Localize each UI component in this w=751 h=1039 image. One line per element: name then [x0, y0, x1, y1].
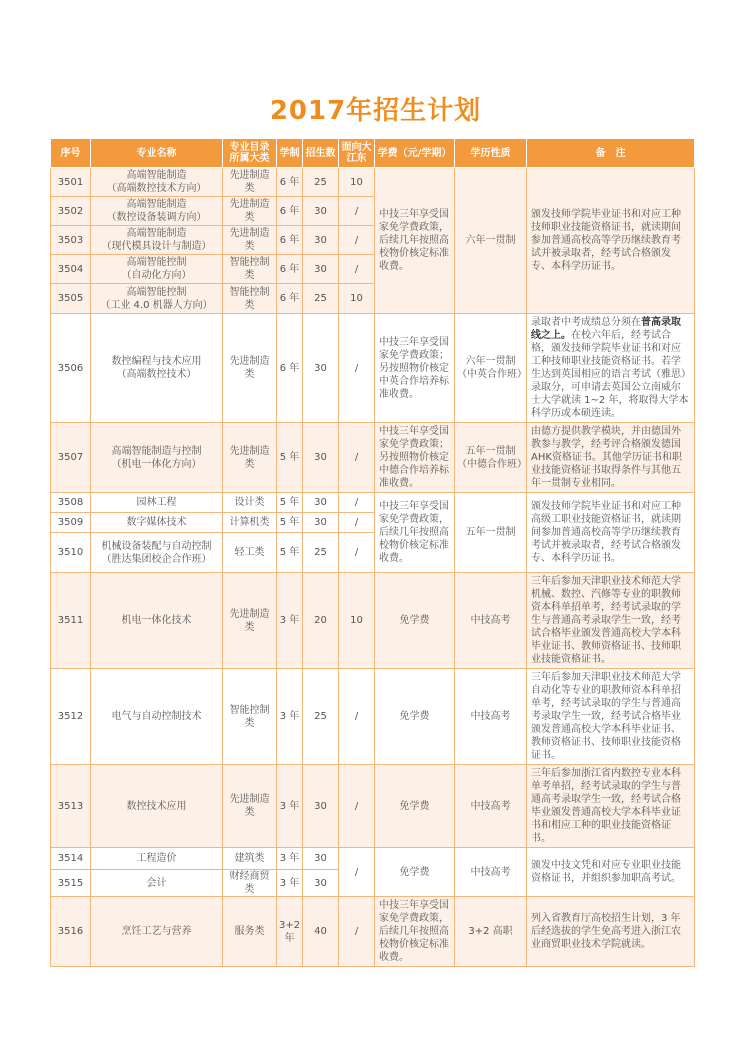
- group-dajiangdong: /: [339, 848, 375, 897]
- row-no: 3510: [51, 533, 91, 573]
- row-dajiangdong: /: [339, 669, 375, 765]
- row-education: 3+2 高职: [455, 897, 527, 967]
- row-fee: 免学费: [375, 669, 455, 765]
- col-header-dajiangdong: 面向大江东: [339, 139, 375, 168]
- row-name: 机电一体化技术: [91, 573, 223, 669]
- group-remark: 颁发技师学院毕业证书和对应工种高级工职业技能资格证书，就读期间参加普通高校高等学历继续教育考试并被录取者，经考试合格颁发专、本科学历证书。: [527, 493, 695, 573]
- group-fee: 免学费: [375, 848, 455, 897]
- row-name: 园林工程: [91, 493, 223, 513]
- row-years: 6 年: [277, 284, 303, 314]
- group-fee: 中技三年享受国家免学费政策，后续几年按照高校物价核定标准收费。: [375, 493, 455, 573]
- row-quota: 30: [303, 423, 339, 493]
- row-quota: 30: [303, 848, 339, 870]
- header-row: [51, 139, 695, 168]
- row-dajiangdong: /: [339, 423, 375, 493]
- row-name: 高端智能制造与控制 （机电一体化方向）: [91, 423, 223, 493]
- col-header-years: 学制: [277, 139, 303, 168]
- table-row: [51, 168, 695, 197]
- row-name: 工程造价: [91, 848, 223, 870]
- col-header-category: 专业目录所属大类: [223, 139, 277, 168]
- enrollment-table: [50, 138, 695, 967]
- row-no: 3504: [51, 255, 91, 284]
- row-quota: 30: [303, 765, 339, 848]
- row-category: 智能控制类: [223, 255, 277, 284]
- row-name: 高端智能制造 （高端数控技术方向）: [91, 168, 223, 197]
- row-name: 数控技术应用: [91, 765, 223, 848]
- group-fee: 中技三年享受国家免学费政策，后续几年按照高校物价核定标准收费。: [375, 168, 455, 314]
- row-dajiangdong: /: [339, 493, 375, 513]
- table-row: [51, 493, 695, 513]
- row-category: 建筑类: [223, 848, 277, 870]
- table-row: [51, 897, 695, 967]
- row-dajiangdong: /: [339, 513, 375, 533]
- row-dajiangdong: 10: [339, 284, 375, 314]
- row-name: 烹饪工艺与营养: [91, 897, 223, 967]
- remark-highlight: 普高录取线之上。: [531, 317, 681, 341]
- row-education: 中技高考: [455, 669, 527, 765]
- row-years: 3 年: [277, 765, 303, 848]
- row-years: 3 年: [277, 848, 303, 870]
- row-dajiangdong: /: [339, 255, 375, 284]
- row-no: 3512: [51, 669, 91, 765]
- row-quota: 30: [303, 870, 339, 897]
- row-no: 3509: [51, 513, 91, 533]
- row-years: 6 年: [277, 168, 303, 197]
- row-quota: 30: [303, 197, 339, 226]
- row-no: 3513: [51, 765, 91, 848]
- col-header-fee: 学费（元/学期）: [375, 139, 455, 168]
- table-row: [51, 669, 695, 765]
- row-remark: 三年后参加天津职业技术师范大学机械、数控、汽修等专业的职教师资本科单招单考，经考试录取的学生与普通高考录取学生一致，经考试合格毕业颁发普通高校大学本科毕业证书、教师资格证书、技师职业技能资格证书。: [527, 573, 695, 669]
- row-no: 3501: [51, 168, 91, 197]
- row-name: 数字媒体技术: [91, 513, 223, 533]
- row-category: 先进制造类: [223, 765, 277, 848]
- row-quota: 25: [303, 533, 339, 573]
- row-name: 高端智能控制 （自动化方向）: [91, 255, 223, 284]
- row-years: 5 年: [277, 533, 303, 573]
- remark-text: 录取者中考成绩总分须在: [531, 317, 641, 328]
- row-remark: 三年后参加天津职业技术师范大学自动化等专业的职教师资本科单招单考，经考试录取的学生与普通高考录取学生一致，经考试合格毕业颁发普通高校大学本科毕业证书、教师资格证书、技师职业技能资格证书。: [527, 669, 695, 765]
- row-quota: 30: [303, 314, 339, 423]
- row-years: 3+2 年: [277, 897, 303, 967]
- row-quota: 30: [303, 513, 339, 533]
- row-quota: 20: [303, 573, 339, 669]
- row-no: 3505: [51, 284, 91, 314]
- row-name: 高端智能制造 （现代模具设计与制造）: [91, 226, 223, 255]
- row-category: 先进制造类: [223, 314, 277, 423]
- group-education: 中技高考: [455, 848, 527, 897]
- row-years: 5 年: [277, 423, 303, 493]
- row-name: 高端智能控制 （工业 4.0 机器人方向）: [91, 284, 223, 314]
- row-no: 3515: [51, 870, 91, 897]
- row-no: 3502: [51, 197, 91, 226]
- row-no: 3514: [51, 848, 91, 870]
- table-row: [51, 765, 695, 848]
- row-category: 先进制造类: [223, 168, 277, 197]
- row-category: 先进制造类: [223, 423, 277, 493]
- row-years: 3 年: [277, 573, 303, 669]
- row-no: 3508: [51, 493, 91, 513]
- row-quota: 30: [303, 493, 339, 513]
- row-category: 智能控制类: [223, 284, 277, 314]
- row-years: 3 年: [277, 870, 303, 897]
- row-category: 服务类: [223, 897, 277, 967]
- row-name: 会计: [91, 870, 223, 897]
- row-fee: 免学费: [375, 765, 455, 848]
- row-dajiangdong: /: [339, 533, 375, 573]
- row-quota: 30: [303, 255, 339, 284]
- row-category: 财经商贸类: [223, 870, 277, 897]
- row-name: 数控编程与技术应用 （高端数控技术）: [91, 314, 223, 423]
- group-education: 五年一贯制: [455, 493, 527, 573]
- row-education: 中技高考: [455, 573, 527, 669]
- row-years: 6 年: [277, 197, 303, 226]
- row-years: 6 年: [277, 314, 303, 423]
- row-fee: 中技三年享受国家免学费政策，后续几年按照高校物价核定标准收费。: [375, 897, 455, 967]
- row-years: 5 年: [277, 493, 303, 513]
- group-fee: 中技三年享受国家免学费政策；另按照物价核定中德合作培养标准收费。: [375, 423, 455, 493]
- row-quota: 30: [303, 226, 339, 255]
- row-category: 先进制造类: [223, 573, 277, 669]
- group-education: 五年一贯制 （中德合作班）: [455, 423, 527, 493]
- group-remark: 颁发中技文凭和对应专业职业技能资格证书，并组织参加职高考试。: [527, 848, 695, 897]
- row-education: 中技高考: [455, 765, 527, 848]
- row-no: 3516: [51, 897, 91, 967]
- row-no: 3503: [51, 226, 91, 255]
- col-header-education: 学历性质: [455, 139, 527, 168]
- group-education: 六年一贯制 （中英合作班）: [455, 314, 527, 423]
- row-category: 智能控制类: [223, 669, 277, 765]
- row-quota: 25: [303, 669, 339, 765]
- row-remark: 三年后参加浙江省内数控专业本科单考单招，经考试录取的学生与普通高考录取学生一致，经考试合格毕业颁发普通高校大学本科毕业证书和相应工种的职业技能资格证书。: [527, 765, 695, 848]
- row-quota: 25: [303, 284, 339, 314]
- row-dajiangdong: /: [339, 226, 375, 255]
- row-years: 6 年: [277, 255, 303, 284]
- row-category: 设计类: [223, 493, 277, 513]
- row-dajiangdong: /: [339, 897, 375, 967]
- row-quota: 40: [303, 897, 339, 967]
- group-remark: 由德方提供教学模块，并由德国外教参与教学，经考评合格颁发德国AHK资格证书。其他学历证书和职业技能资格证书取得条件与其他五年一贯制专业相同。: [527, 423, 695, 493]
- row-name: 高端智能制造 （数控设备装调方向）: [91, 197, 223, 226]
- table-row: [51, 573, 695, 669]
- row-years: 5 年: [277, 513, 303, 533]
- row-category: 先进制造类: [223, 197, 277, 226]
- col-header-remark: 备 注: [527, 139, 695, 168]
- col-header-name: 专业名称: [91, 139, 223, 168]
- table-row: [51, 848, 695, 870]
- table-row: [51, 423, 695, 493]
- group-fee: 中技三年享受国家免学费政策；另按照物价核定中英合作培养标准收费。: [375, 314, 455, 423]
- remark-text: 在校六年后，经考试合格，颁发技师学院毕业证书和对应工种技师职业技能资格证书。若学生达到英国相应的语言考试（雅思）录取分，可申请去英国公立南威尔士大学就读 1~2 年，将取得大学本科学历或本硕连读。: [531, 330, 689, 419]
- row-category: 先进制造类: [223, 226, 277, 255]
- row-dajiangdong: /: [339, 197, 375, 226]
- group-remark: [527, 314, 695, 423]
- col-header-no: 序号: [51, 139, 91, 168]
- row-fee: 免学费: [375, 573, 455, 669]
- row-dajiangdong: 10: [339, 573, 375, 669]
- page-title: 2017年招生计划: [269, 96, 482, 126]
- col-header-quota: 招生数: [303, 139, 339, 168]
- group-remark: 颁发技师学院毕业证书和对应工种技师职业技能资格证书，就读期间参加普通高校高等学历继续教育考试并被录取者，经考试合格颁发专、本科学历证书。: [527, 168, 695, 314]
- table-row: [51, 314, 695, 423]
- row-remark: 列入省教育厅高校招生计划，3 年后经选拔的学生免高考进入浙江农业商贸职业技术学院就读。: [527, 897, 695, 967]
- row-years: 3 年: [277, 669, 303, 765]
- row-category: 计算机类: [223, 513, 277, 533]
- row-name: 机械设备装配与自动控制 （胜达集团校企合作班）: [91, 533, 223, 573]
- row-no: 3506: [51, 314, 91, 423]
- row-dajiangdong: 10: [339, 168, 375, 197]
- row-dajiangdong: /: [339, 765, 375, 848]
- row-quota: 25: [303, 168, 339, 197]
- row-name: 电气与自动控制技术: [91, 669, 223, 765]
- row-dajiangdong: /: [339, 314, 375, 423]
- group-education: 六年一贯制: [455, 168, 527, 314]
- row-no: 3511: [51, 573, 91, 669]
- row-no: 3507: [51, 423, 91, 493]
- row-category: 轻工类: [223, 533, 277, 573]
- row-years: 6 年: [277, 226, 303, 255]
